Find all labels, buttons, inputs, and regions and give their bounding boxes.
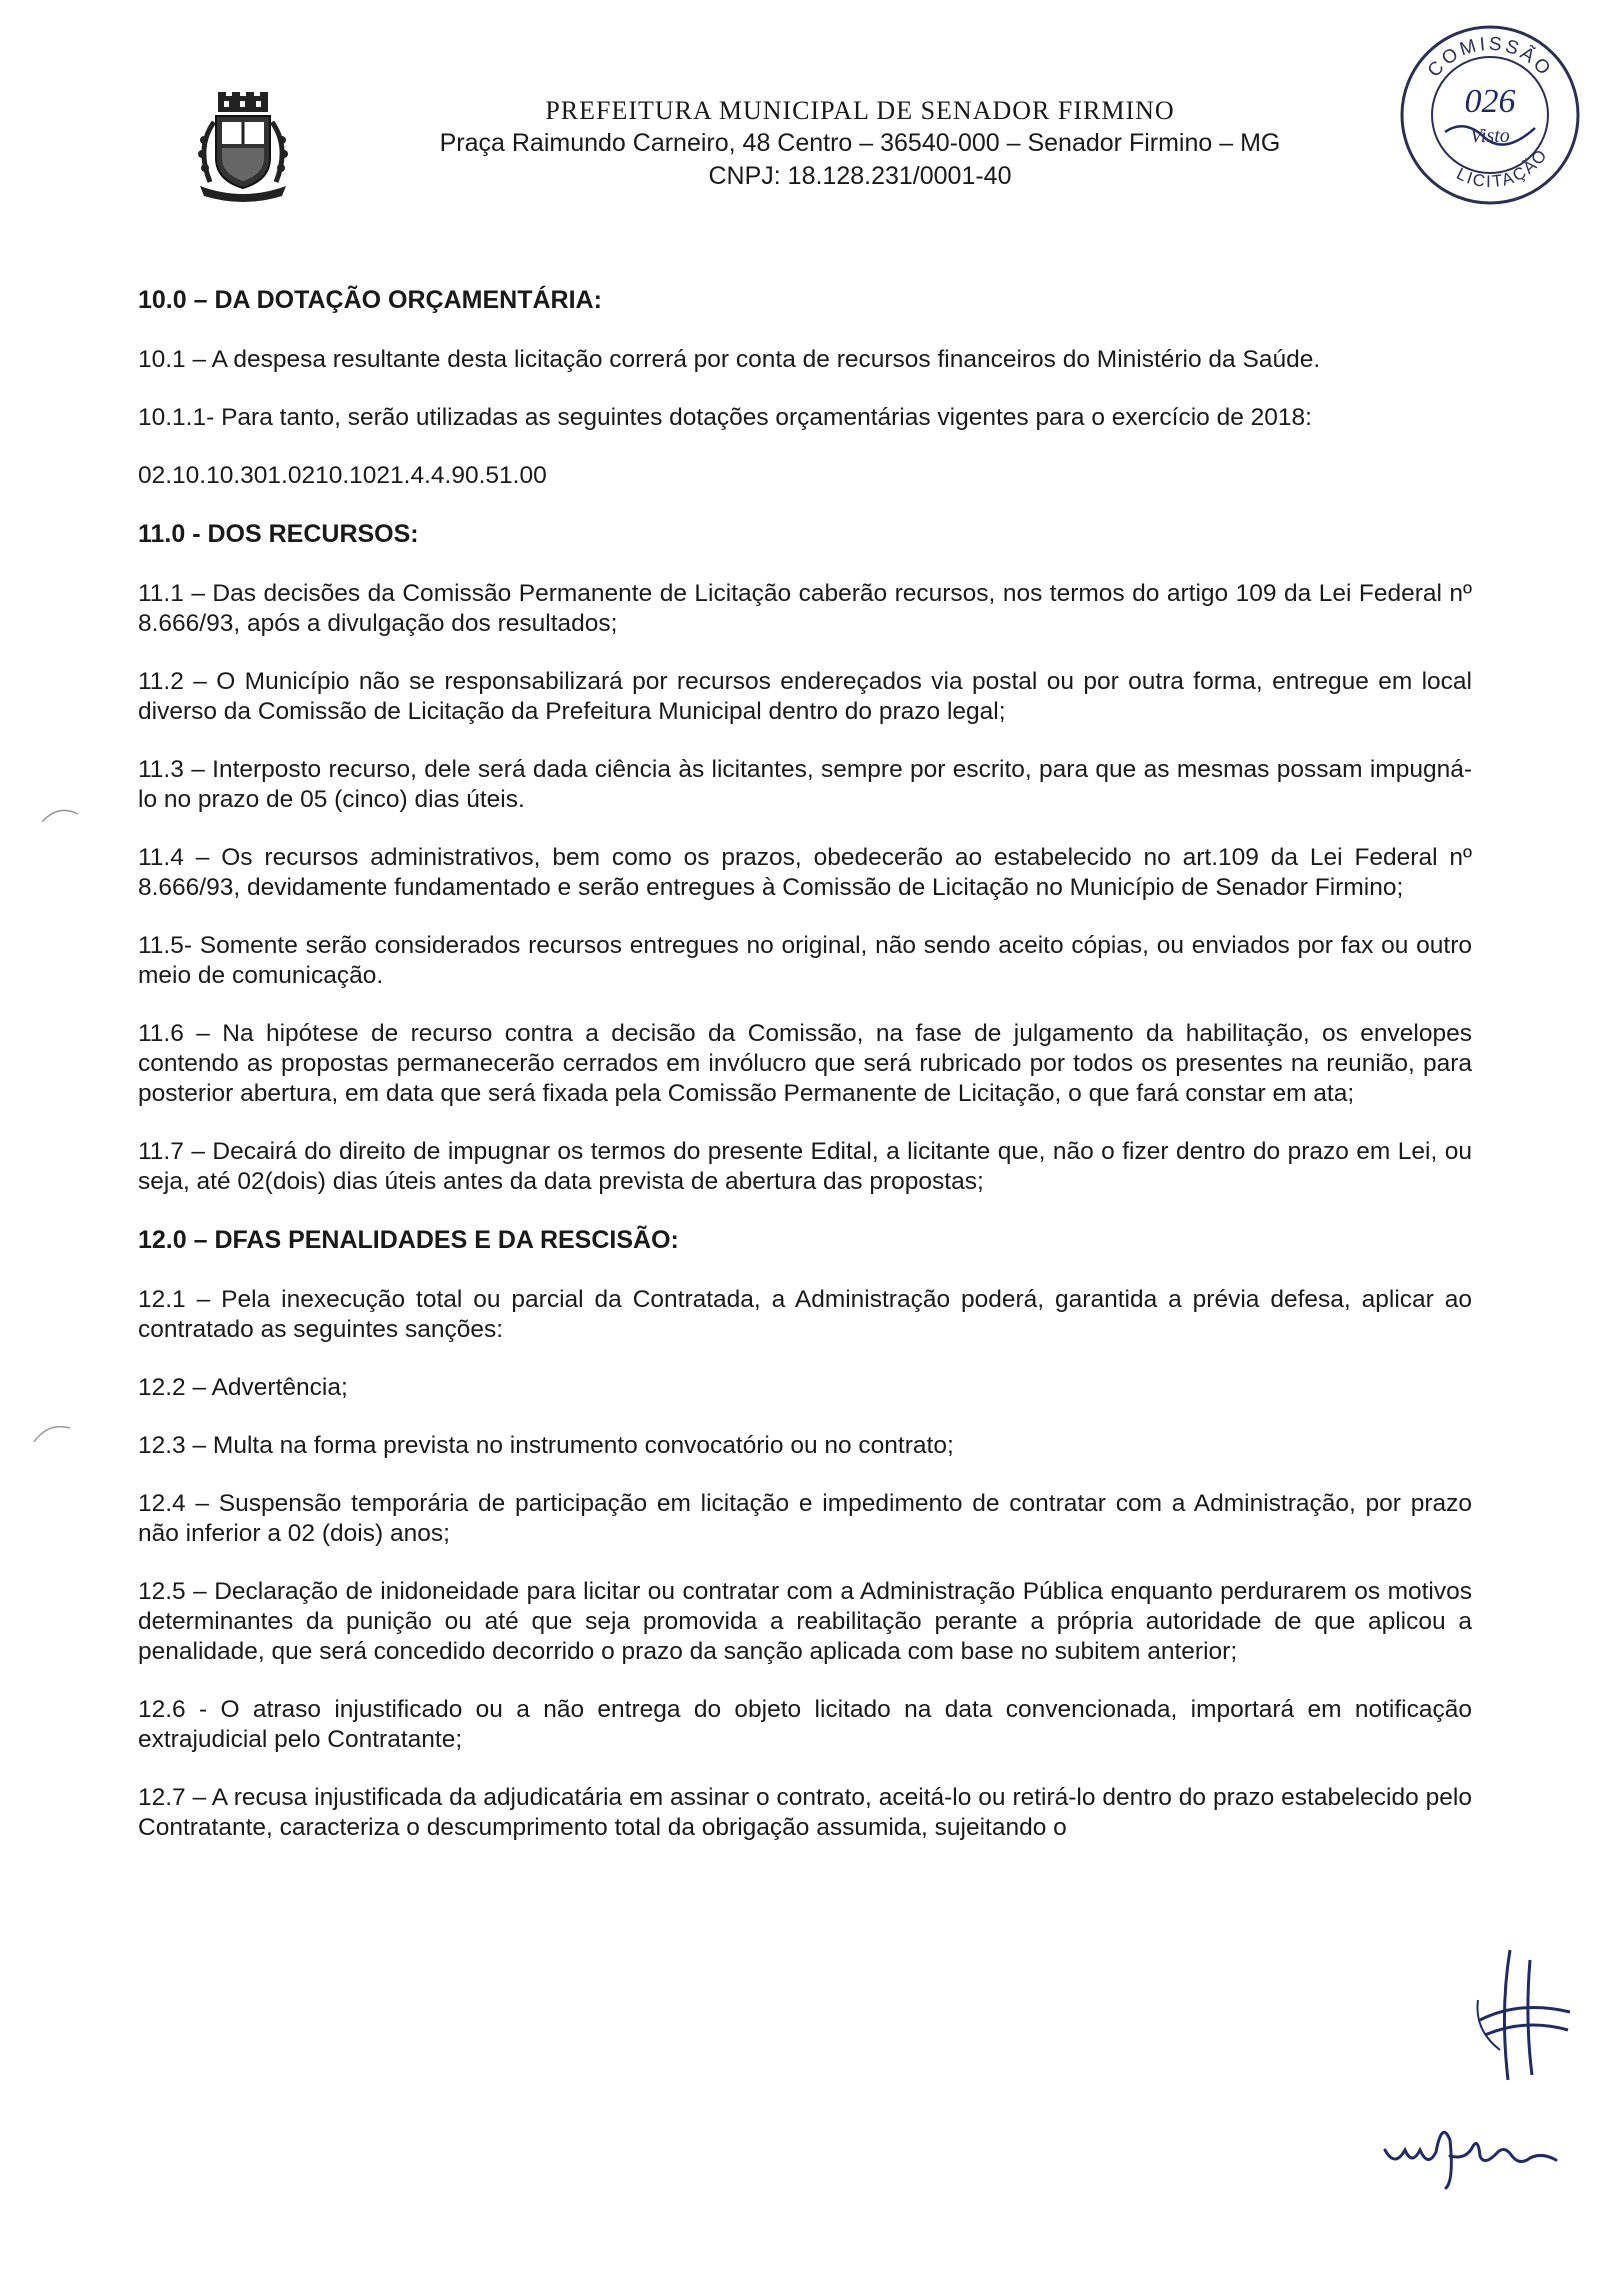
margin-mark-icon bbox=[32, 1418, 72, 1448]
clause: 11.2 – O Município não se responsabilizará por recursos endereçados via postal ou por outra forma, entregue em local diverso da Comissão de Licitação da Prefeitura Municipal dentro do prazo legal; bbox=[138, 668, 1472, 725]
letterhead bbox=[360, 95, 1360, 193]
stamp-visto: Visto bbox=[1470, 125, 1510, 147]
section-title: 12.0 – DFAS PENALIDADES E DA RESCISÃO: bbox=[138, 1226, 679, 1254]
organization-address: Praça Raimundo Carneiro, 48 Centro – 36540-000 – Senador Firmino – MG bbox=[439, 129, 1281, 157]
svg-text:LICITAÇÃO bbox=[1453, 145, 1551, 191]
initials-signature-icon bbox=[1470, 1940, 1580, 2090]
coat-of-arms-icon bbox=[188, 92, 298, 202]
commission-stamp bbox=[1395, 20, 1585, 210]
clause: 12.4 – Suspensão temporária de participação em licitação e impedimento de contratar com a Administração, por prazo não inferior a 02 (dois) anos; bbox=[138, 1490, 1472, 1547]
stamp-bottom-text: LICITAÇÃO bbox=[1453, 144, 1552, 192]
clause: 11.5- Somente serão considerados recursos entregues no original, não sendo aceito cópias, ou enviados por fax ou outro meio de comunicação. bbox=[138, 932, 1472, 989]
stamp-page-number: 026 bbox=[1464, 83, 1516, 120]
clause: 12.1 – Pela inexecução total ou parcial da Contratada, a Administração poderá, garantida a prévia defesa, aplicar ao contratado as seguintes sanções: bbox=[138, 1286, 1472, 1343]
stamp-top-text: COMISSÃO bbox=[1423, 33, 1557, 82]
organization-cnpj: CNPJ: 18.128.231/0001-40 bbox=[708, 162, 1012, 190]
clause: 12.7 – A recusa injustificada da adjudicatária em assinar o contrato, aceitá-lo ou retirá-lo dentro do prazo estabelecido pelo Contratante, caracteriza o descumprimento total da obrigação assumida, sujeitando o bbox=[138, 1784, 1472, 1841]
section-penalties bbox=[138, 1225, 1472, 1843]
clause: 12.5 – Declaração de inidoneidade para licitar ou contratar com a Administração Pública enquanto perdurarem os motivos determinantes da punição ou até que seja promovida a reabilitação perante a própria autoridade de que aplicou a penalidade, que será concedido decorrido o prazo da sanção aplicada com base no subitem anterior; bbox=[138, 1578, 1472, 1665]
clause: 12.6 - O atraso injustificado ou a não entrega do objeto licitado na data convencionada, importará em notificação extrajudicial pelo Contratante; bbox=[138, 1696, 1472, 1753]
section-appeals bbox=[138, 519, 1472, 1197]
clause: 11.7 – Decairá do direito de impugnar os termos do presente Edital, a licitante que, não o fizer dentro do prazo em Lei, ou seja, até 02(dois) dias úteis antes da data prevista de abertura das propostas; bbox=[138, 1138, 1472, 1195]
clause: 11.4 – Os recursos administrativos, bem como os prazos, obedecerão ao estabelecido no art.109 da Lei Federal nº 8.666/93, devidamente fundamentado e serão entregues à Comissão de Licitação no Município de Senador Firmino; bbox=[138, 844, 1472, 901]
clause: 11.6 – Na hipótese de recurso contra a decisão da Comissão, na fase de julgamento da habilitação, os envelopes contendo as propostas permanecerão cerrados em invólucro que será rubricado por todos os presentes na reunião, para posterior abertura, em data que será fixada pela Comissão Permanente de Licitação, o que fará constar em ata; bbox=[138, 1020, 1472, 1107]
clause: 12.2 – Advertência; bbox=[138, 1374, 348, 1401]
handwritten-signature-icon bbox=[1380, 2120, 1560, 2190]
section-title: 11.0 - DOS RECURSOS: bbox=[138, 520, 419, 548]
clause: 02.10.10.301.0210.1021.4.4.90.51.00 bbox=[138, 462, 547, 489]
clause: 11.1 – Das decisões da Comissão Permanente de Licitação caberão recursos, nos termos do artigo 109 da Lei Federal nº 8.666/93, após a divulgação dos resultados; bbox=[138, 580, 1472, 637]
organization-name: PREFEITURA MUNICIPAL DE SENADOR FIRMINO bbox=[545, 96, 1175, 125]
clause: 10.1 – A despesa resultante desta licitação correrá por conta de recursos financeiros do Ministério da Saúde. bbox=[138, 346, 1321, 373]
margin-mark-icon bbox=[40, 800, 80, 830]
clause: 10.1.1- Para tanto, serão utilizadas as seguintes dotações orçamentárias vigentes para o exercício de 2018: bbox=[138, 404, 1312, 431]
document-body bbox=[138, 285, 1472, 1871]
clause: 12.3 – Multa na forma prevista no instrumento convocatório ou no contrato; bbox=[138, 1432, 954, 1459]
section-budget bbox=[138, 285, 1472, 491]
clause: 11.3 – Interposto recurso, dele será dada ciência às licitantes, sempre por escrito, para que as mesmas possam impugná-lo no prazo de 05 (cinco) dias úteis. bbox=[138, 756, 1472, 813]
section-title: 10.0 – DA DOTAÇÃO ORÇAMENTÁRIA: bbox=[138, 286, 602, 314]
